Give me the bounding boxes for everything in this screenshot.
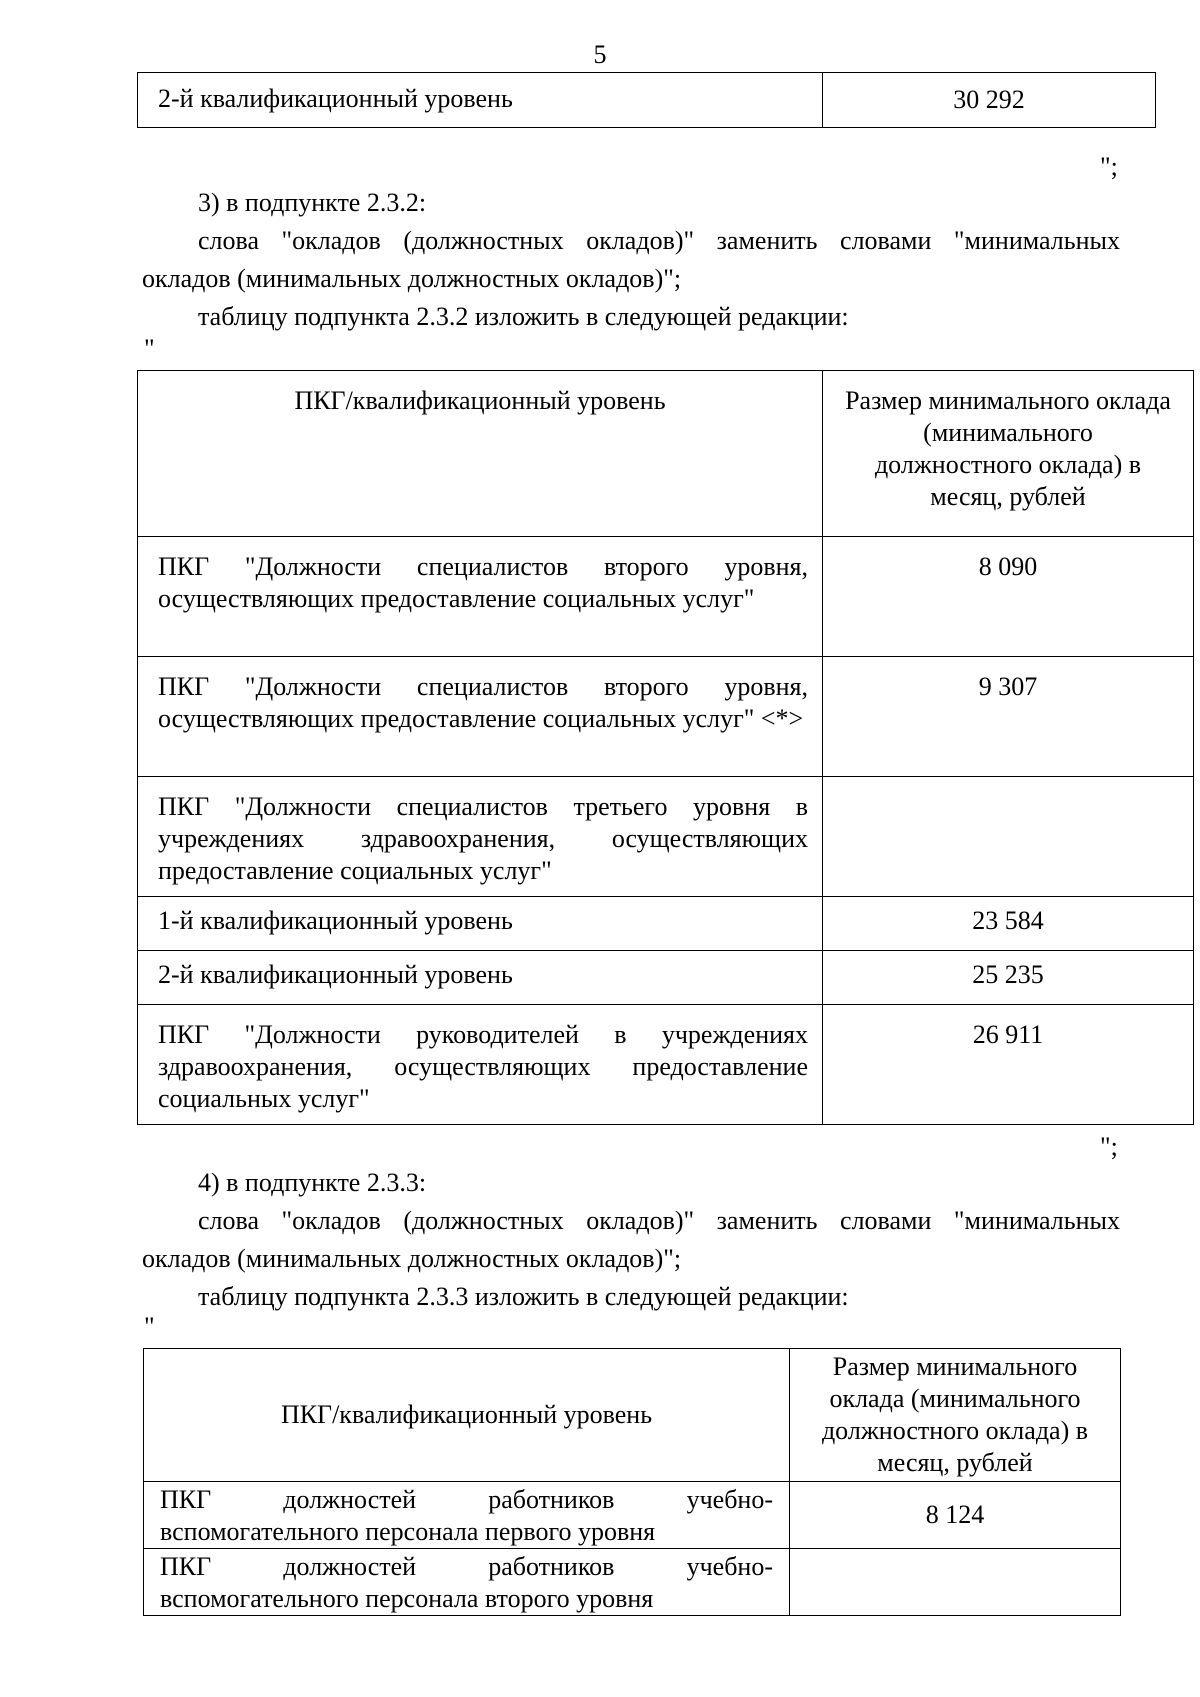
table-header-row	[138, 371, 1194, 537]
table-row	[144, 1549, 1121, 1616]
closing-quote: ";	[1100, 1132, 1118, 1161]
section-3-line-1: слова "окладов (должностных окладов)" заменить словами "минимальных	[198, 226, 1120, 255]
table-cell-label: 1-й квалификационный уровень	[138, 897, 823, 951]
table-row	[138, 1005, 1194, 1125]
table-row	[138, 897, 1194, 951]
table-cell-label: ПКГ должностей работников учебно-вспомогательного персонала второго уровня	[144, 1549, 790, 1616]
opening-quote: "	[144, 1312, 155, 1341]
opening-quote: "	[144, 334, 155, 363]
table-cell-label: ПКГ "Должности специалистов третьего уровня в учреждениях здравоохранения, осуществляющих предоставление социальных услуг"	[138, 777, 823, 897]
section-3-line-2: окладов (минимальных должностных окладов)";	[142, 264, 682, 293]
table-cell-value: 25 235	[823, 951, 1194, 1005]
table-cell-value: 23 584	[823, 897, 1194, 951]
table-cell-label: 2-й квалификационный уровень	[138, 73, 823, 128]
table-row	[138, 537, 1194, 657]
table-continuation	[137, 72, 1156, 128]
section-3-heading: 3) в подпункте 2.3.2:	[198, 188, 427, 217]
table-cell-value	[823, 777, 1194, 897]
closing-quote: ";	[1100, 152, 1118, 181]
section-4-heading: 4) в подпункте 2.3.3:	[198, 1168, 427, 1197]
section-4-text	[142, 1164, 1120, 1316]
page-number: 5	[593, 40, 607, 69]
table-cell-value	[790, 1549, 1121, 1616]
table-row	[138, 657, 1194, 777]
section-3-line-3: таблицу подпункта 2.3.2 изложить в следующей редакции:	[198, 302, 849, 331]
table-cell-label: ПКГ "Должности специалистов второго уровня, осуществляющих предоставление социальных услуг" <*>	[138, 657, 823, 777]
table-cell-label: ПКГ "Должности руководителей в учреждениях здравоохранения, осуществляющих предоставление социальных услуг"	[138, 1005, 823, 1125]
table-cell-label: ПКГ "Должности специалистов второго уровня, осуществляющих предоставление социальных услуг"	[138, 537, 823, 657]
table-row	[144, 1482, 1121, 1549]
table-cell-value: 9 307	[823, 657, 1194, 777]
table-header-row	[144, 1349, 1121, 1482]
table-row	[138, 951, 1194, 1005]
table-cell-value: 30 292	[823, 73, 1156, 128]
section-4-line-1: слова "окладов (должностных окладов)" заменить словами "минимальных	[198, 1206, 1120, 1235]
table-2-3-3	[143, 1348, 1121, 1616]
section-3-text	[142, 184, 1120, 336]
table-cell-value: 8 090	[823, 537, 1194, 657]
table-2-3-2	[137, 370, 1194, 1125]
section-4-line-2: окладов (минимальных должностных окладов)";	[142, 1244, 682, 1273]
table-header-col-1: ПКГ/квалификационный уровень	[138, 371, 823, 537]
table-cell-label: 2-й квалификационный уровень	[138, 951, 823, 1005]
table-header-col-1: ПКГ/квалификационный уровень	[144, 1349, 790, 1482]
table-cell-value: 26 911	[823, 1005, 1194, 1125]
table-row	[138, 777, 1194, 897]
table-cell-value: 8 124	[790, 1482, 1121, 1549]
section-4-line-3: таблицу подпункта 2.3.3 изложить в следующей редакции:	[198, 1282, 849, 1311]
table-row	[138, 73, 1156, 128]
table-header-col-2: Размер минимального оклада (минимального должностного оклада) в месяц, рублей	[790, 1349, 1121, 1482]
table-header-col-2: Размер минимального оклада (минимального должностного оклада) в месяц, рублей	[823, 371, 1194, 537]
table-cell-label: ПКГ должностей работников учебно-вспомогательного персонала первого уровня	[144, 1482, 790, 1549]
